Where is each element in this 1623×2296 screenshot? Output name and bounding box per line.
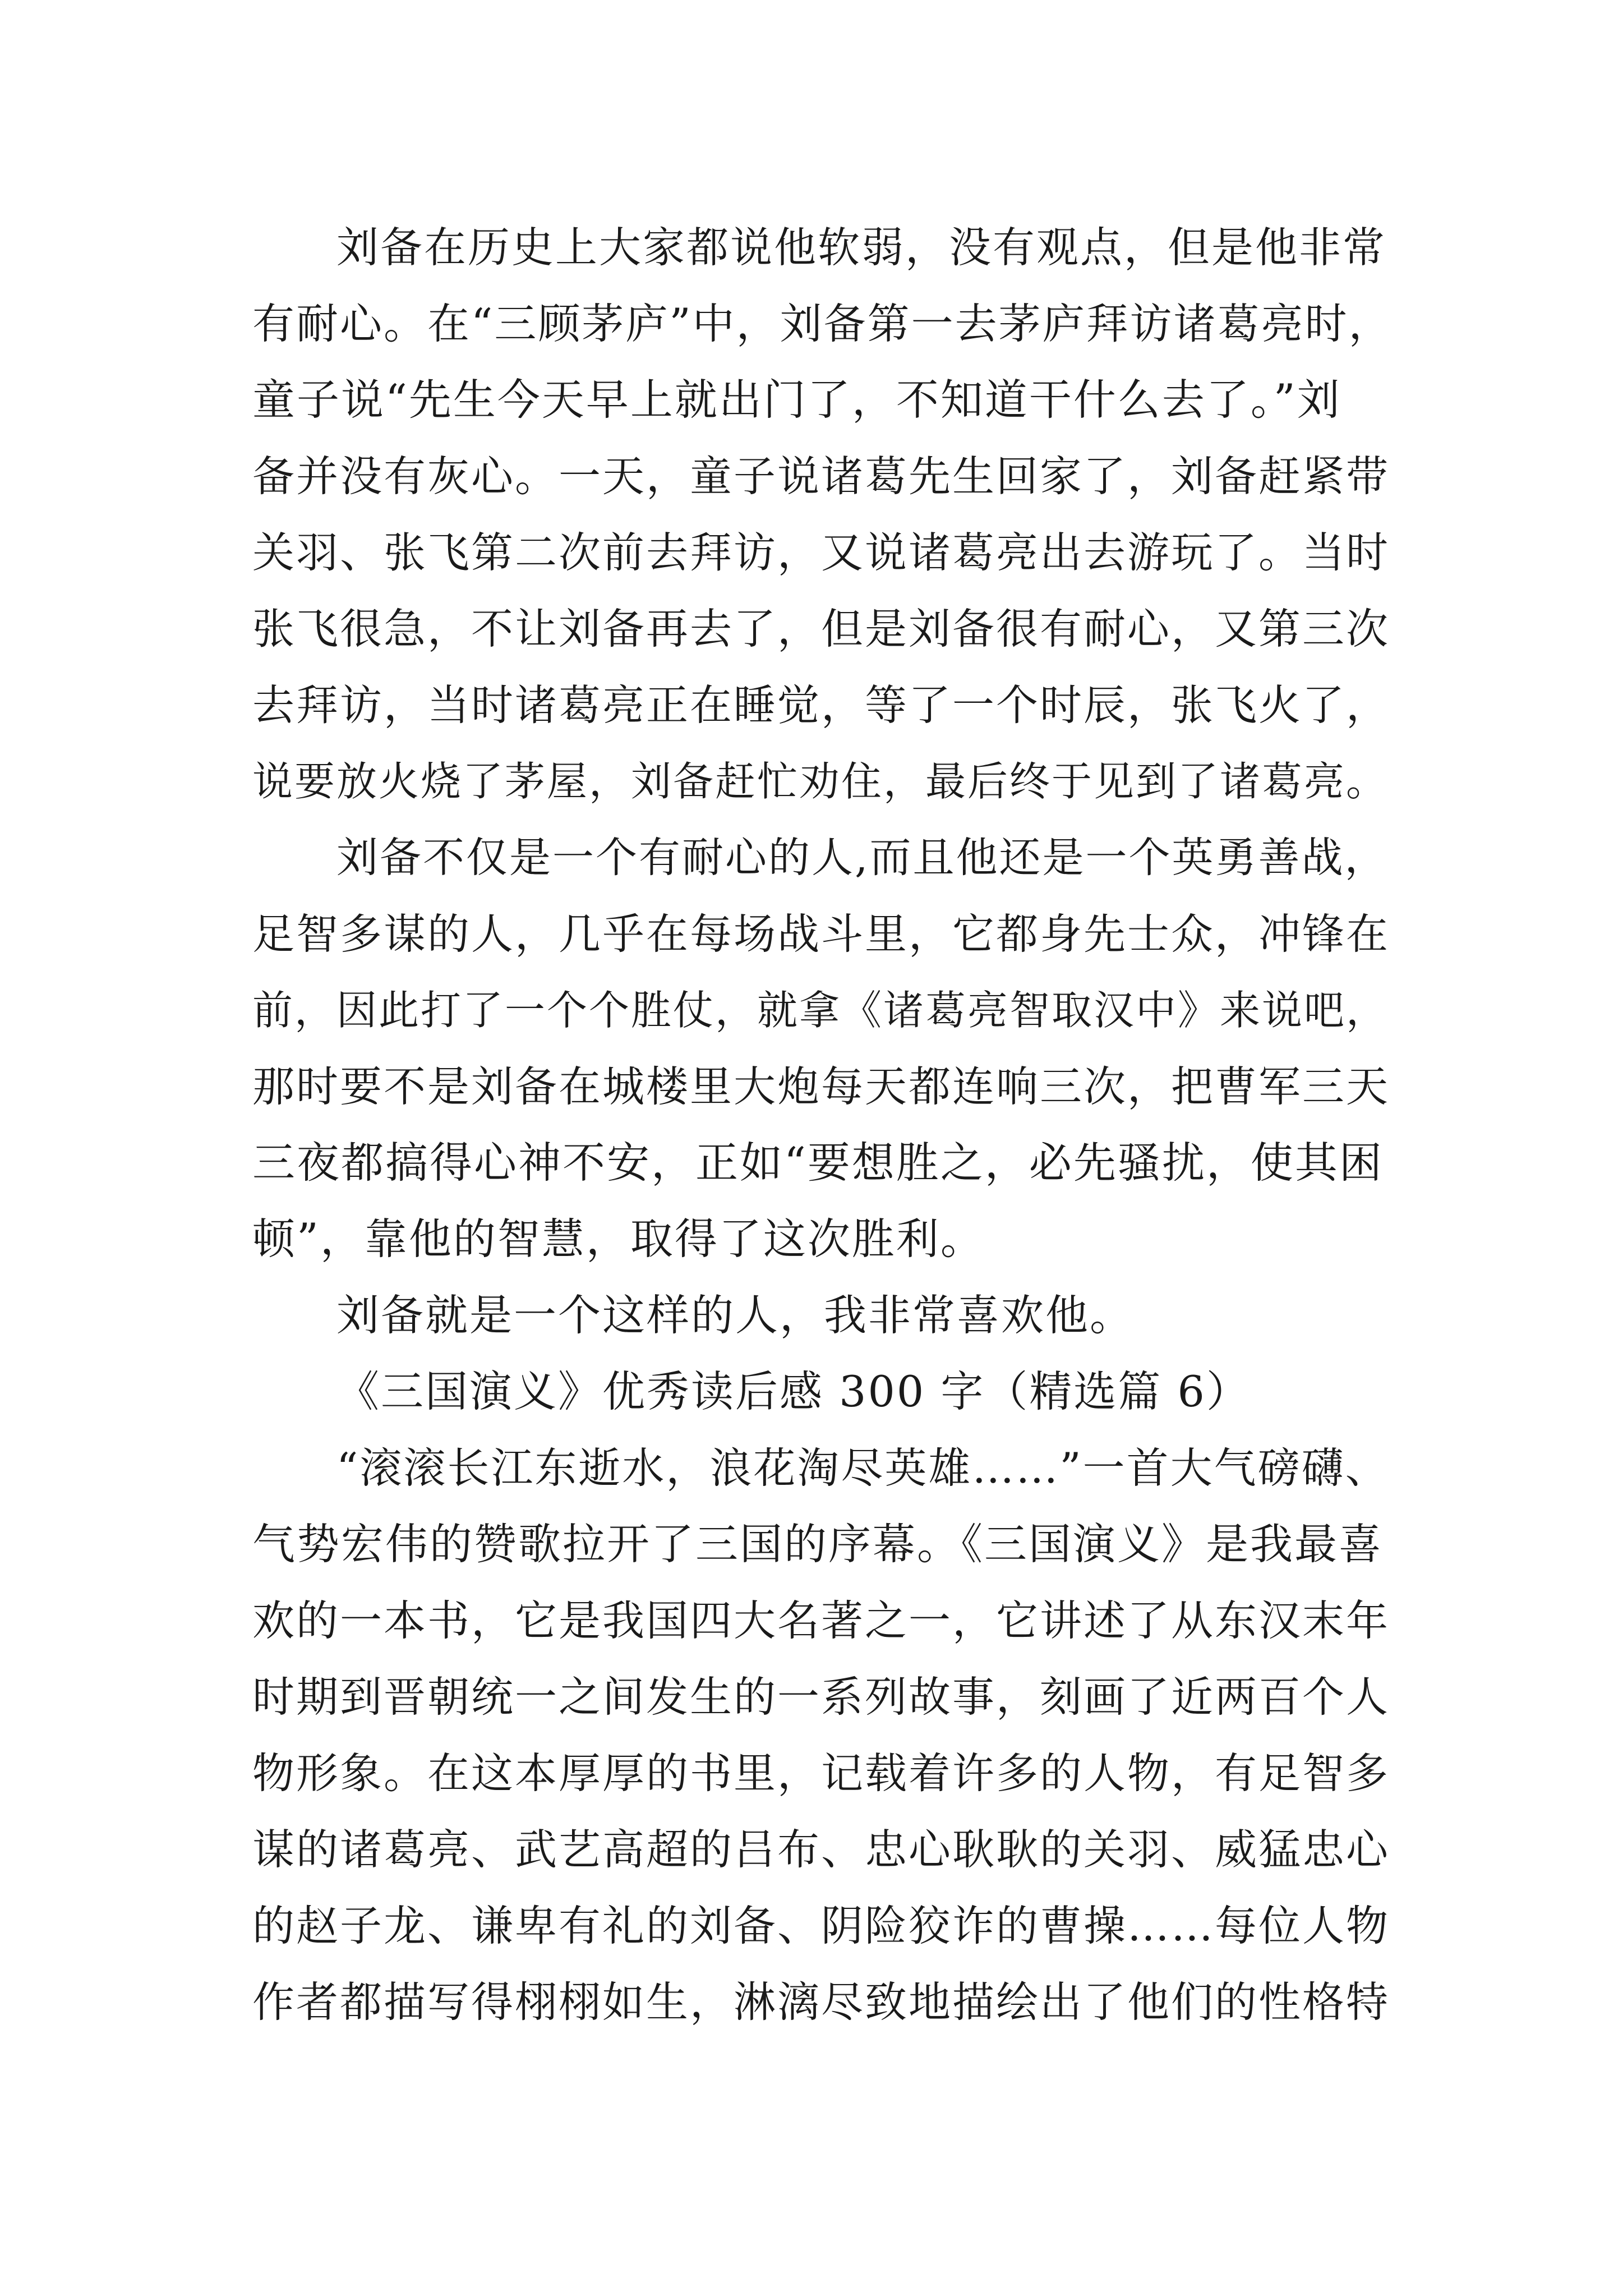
paragraph-1-line-3: 童子说“先生今天早上就出门了，不知道干什么去了。”刘 [252,375,1341,425]
paragraph-4-line-7: 的赵子龙、谦卑有礼的刘备、阴险狡诈的曹操……每位人物 [252,1901,1390,1950]
section-heading: 《三国演义》优秀读后感 300 字（精选篇 6） [336,1366,1251,1416]
paragraph-4-line-2: 气势宏伟的赞歌拉开了三国的序幕。《三国演义》是我最喜 [252,1519,1383,1569]
paragraph-1-line-4: 备并没有灰心。一天，童子说诸葛先生回家了，刘备赶紧带 [252,452,1390,501]
paragraph-2-line-5: 三夜都搞得心神不安，正如“要想胜之，必先骚扰，使其困 [252,1138,1384,1188]
paragraph-1-line-5: 关羽、张飞第二次前去拜访，又说诸葛亮出去游玩了。当时 [252,528,1390,577]
paragraph-2-line-3: 前，因此打了一个个胜仗，就拿《诸葛亮智取汉中》来说吧， [252,987,1389,1034]
paragraph-2-line-6: 顿”，靠他的智慧，取得了这次胜利。 [252,1214,985,1264]
paragraph-4-line-3: 欢的一本书，它是我国四大名著之一，它讲述了从东汉末年 [252,1596,1390,1645]
paragraph-1-line-8: 说要放火烧了茅屋，刘备赶忙劝住，最后终于见到了诸葛亮。 [252,758,1389,805]
paragraph-3-line-1: 刘备就是一个这样的人，我非常喜欢他。 [336,1290,1134,1340]
paragraph-2-line-2: 足智多谋的人，几乎在每场战斗里，它都身先士众，冲锋在 [252,909,1390,959]
paragraph-4-line-5: 物形象。在这本厚厚的书里，记载着许多的人物，有足智多 [252,1749,1390,1798]
paragraph-4-line-8: 作者都描写得栩栩如生，淋漓尽致地描绘出了他们的性格特 [252,1977,1390,2027]
paragraph-1-line-1: 刘备在历史上大家都说他软弱，没有观点，但是他非常 [336,223,1387,272]
paragraph-1-line-2: 有耐心。在“三顾茅庐”中，刘备第一去茅庐拜访诸葛亮时， [252,299,1393,348]
paragraph-4-line-4: 时期到晋朝统一之间发生的一系列故事，刻画了近两百个人 [252,1672,1390,1722]
paragraph-2-line-1: 刘备不仅是一个有耐心的人,而且他还是一个英勇善战， [336,834,1388,882]
paragraph-4-line-1: “滚滚长江东逝水，浪花淘尽英雄……”一首大气磅礴、 [336,1443,1389,1493]
paragraph-2-line-4: 那时要不是刘备在城楼里大炮每天都连响三次，把曹军三天 [252,1062,1390,1111]
paragraph-1-line-6: 张飞很急，不让刘备再去了，但是刘备很有耐心，又第三次 [252,604,1390,654]
paragraph-4-line-6: 谋的诸葛亮、武艺高超的吕布、忠心耿耿的关羽、威猛忠心 [252,1825,1390,1874]
paragraph-1-line-7: 去拜访，当时诸葛亮正在睡觉，等了一个时辰，张飞火了， [252,680,1390,730]
